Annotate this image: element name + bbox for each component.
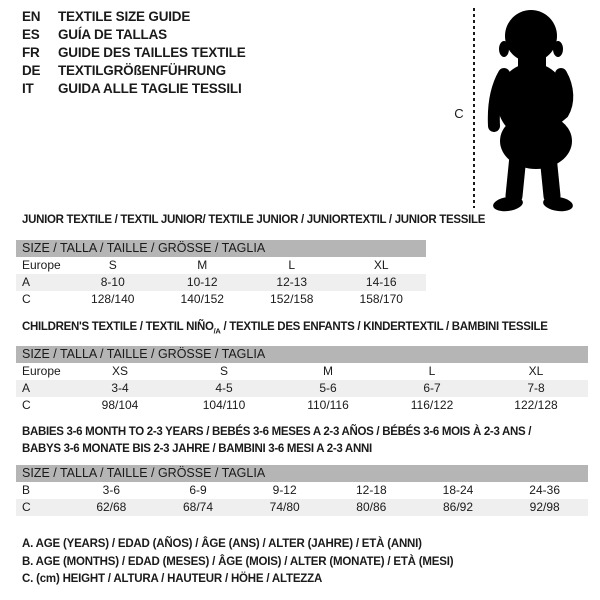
height-cell: 152/158 (270, 292, 314, 306)
row-label: C (22, 292, 31, 306)
language-title: GUÍA DE TALLAS (58, 27, 167, 42)
height-cell: 98/104 (101, 398, 139, 412)
table-row-europe (16, 363, 588, 380)
table-row-age (16, 380, 588, 397)
size-cell: XS (111, 364, 128, 378)
height-cell: 128/140 (91, 292, 135, 306)
age-cell: 4-5 (215, 381, 233, 395)
footnote-age-months: B. AGE (MONTHS) / EDAD (MESES) / ÂGE (MOIS) / ALTER (MONATE) / ETÀ (MESI) (22, 555, 454, 568)
height-measure-dashed-line (473, 8, 475, 208)
height-cell: 74/80 (269, 500, 300, 514)
table-row-age-months (16, 482, 588, 499)
size-cell: XL (528, 364, 544, 378)
table-row-europe (16, 257, 426, 274)
row-label: Europe (22, 364, 61, 378)
table-row-height (16, 397, 588, 414)
language-row (22, 44, 246, 62)
language-code: IT (22, 81, 34, 96)
babies-title-line2: BABYS 3-6 MONATE BIS 2-3 JAHRE / BAMBINI 3-6 MESI A 2-3 ANNI (22, 443, 372, 455)
babies-size-table (16, 465, 588, 516)
age-cell: 24-36 (529, 483, 560, 497)
height-cell: 110/116 (307, 398, 349, 412)
size-cell: L (288, 258, 296, 272)
language-code: EN (22, 9, 41, 24)
height-measure-label: C (454, 106, 464, 121)
language-code: DE (22, 63, 41, 78)
age-cell: 3-4 (111, 381, 129, 395)
language-row (22, 8, 246, 26)
children-title-post: / TEXTILE DES ENFANTS / KINDERTEXTIL / BAMBINI TESSILE (220, 321, 548, 333)
language-code: FR (22, 45, 40, 60)
children-title-pre: CHILDREN'S TEXTILE / TEXTIL NIÑO (22, 321, 214, 333)
babies-table-title (22, 424, 531, 458)
age-cell: 18-24 (442, 483, 474, 497)
language-row (22, 26, 246, 44)
size-header-bar: SIZE / TALLA / TAILLE / GRÖSSE / TAGLIA (16, 346, 588, 363)
language-title: TEXTILE SIZE GUIDE (58, 9, 191, 24)
age-cell: 8-10 (100, 275, 125, 289)
age-cell: 12-18 (355, 483, 387, 497)
row-label: A (22, 381, 31, 395)
size-cell: XL (373, 258, 389, 272)
row-label: B (22, 483, 31, 497)
age-cell: 10-12 (186, 275, 218, 289)
height-cell: 116/122 (410, 398, 454, 412)
size-header-bar: SIZE / TALLA / TAILLE / GRÖSSE / TAGLIA (16, 465, 588, 482)
language-title: GUIDA ALLE TAGLIE TESSILI (58, 81, 242, 96)
row-label: Europe (22, 258, 61, 272)
size-header-bar: SIZE / TALLA / TAILLE / GRÖSSE / TAGLIA (16, 240, 426, 257)
age-cell: 5-6 (319, 381, 337, 395)
height-cell: 62/68 (96, 500, 127, 514)
height-cell: 92/98 (529, 500, 560, 514)
size-cell: M (323, 364, 333, 378)
legend-footnotes (22, 536, 453, 589)
row-label: A (22, 275, 31, 289)
age-cell: 6-7 (423, 381, 441, 395)
table-row-height (16, 291, 426, 308)
language-title: TEXTILGRÖßENFÜHRUNG (58, 63, 226, 78)
children-title-sub: /A (213, 326, 221, 336)
junior-table-title: JUNIOR TEXTILE / TEXTIL JUNIOR/ TEXTILE JUNIOR / JUNIORTEXTIL / JUNIOR TESSILE (22, 214, 486, 226)
row-label: C (22, 500, 31, 514)
height-cell: 140/152 (180, 292, 224, 306)
children-size-table (16, 346, 588, 414)
age-cell: 12-13 (276, 275, 308, 289)
height-cell: 80/86 (356, 500, 387, 514)
height-cell: 68/74 (182, 500, 213, 514)
height-cell: 122/128 (514, 398, 558, 412)
footnote-height: C. (cm) HEIGHT / ALTURA / HAUTEUR / HÖHE / ALTEZZA (22, 573, 323, 585)
language-title: GUIDE DES TAILLES TEXTILE (58, 45, 246, 60)
age-cell: 7-8 (527, 381, 545, 395)
babies-title-line1: BABIES 3-6 MONTH TO 2-3 YEARS / BEBÉS 3-6 MESES A 2-3 AÑOS / BÉBÉS 3-6 MOIS À 2-3 ANS / (22, 426, 532, 438)
footnote-age-years: A. AGE (YEARS) / EDAD (AÑOS) / ÂGE (ANS) / ALTER (JAHRE) / ETÀ (ANNI) (22, 538, 422, 550)
language-header (22, 8, 246, 98)
age-cell: 6-9 (189, 483, 207, 497)
language-row (22, 80, 246, 98)
size-cell: S (108, 258, 117, 272)
language-code: ES (22, 27, 40, 42)
language-row (22, 62, 246, 80)
height-cell: 104/110 (202, 398, 246, 412)
children-table-title (22, 321, 548, 337)
row-label: C (22, 398, 31, 412)
size-cell: S (219, 364, 228, 378)
size-cell: L (428, 364, 436, 378)
age-cell: 3-6 (102, 483, 120, 497)
height-cell: 86/92 (442, 500, 473, 514)
table-row-height (16, 499, 588, 516)
height-cell: 158/170 (359, 292, 403, 306)
age-cell: 9-12 (272, 483, 297, 497)
table-row-age (16, 274, 426, 291)
toddler-silhouette-icon (484, 6, 590, 214)
size-cell: M (197, 258, 208, 272)
age-cell: 14-16 (365, 275, 397, 289)
junior-size-table (16, 240, 426, 308)
